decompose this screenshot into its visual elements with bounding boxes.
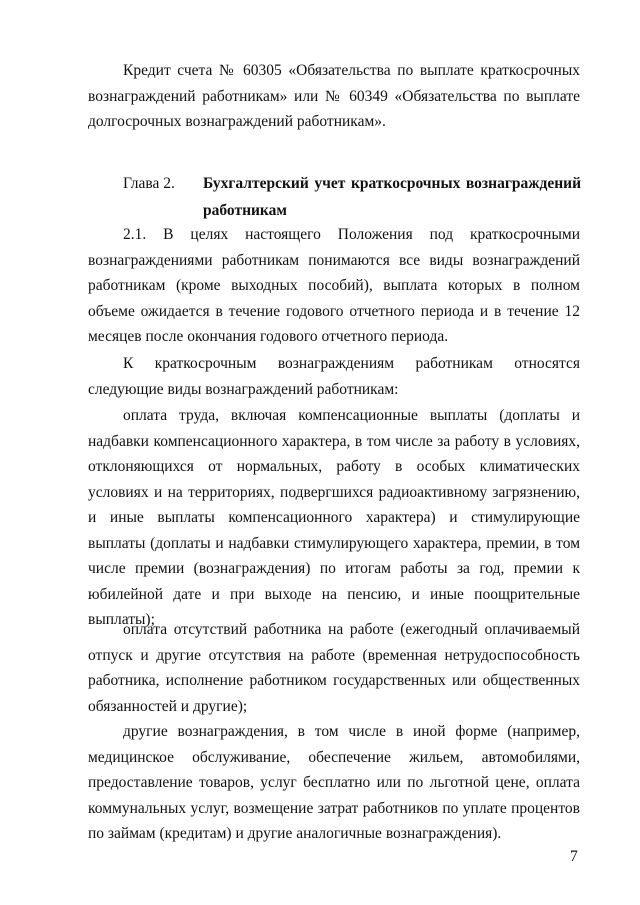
page-number: 7	[570, 848, 578, 865]
list-item-absence: оплата отсутствий работника на работе (ежегодный оплачиваемый отпуск и другие отсутствия на работе (временная нетрудоспособность работника, исполнение работником государственных или общественных обязанностей и другие);	[88, 621, 580, 715]
chapter-title-line2: работникам	[203, 202, 287, 219]
chapter-title-line1: Бухгалтерский учет краткосрочных вознаграждений	[203, 175, 581, 192]
list-item-other: другие вознаграждения, в том числе в иной форме (например, медицинское обслуживание, обеспечение жильем, автомобилями, предоставление товаров, услуг бесплатно или по льготной цене, оплата коммунальных услуг, возмещение затрат работников по уплате процентов по займам (кредитам) и другие аналогичные вознаграждения).	[88, 723, 580, 842]
paragraph-2-1: 2.1. В целях настоящего Положения под краткосрочными вознаграждениями работникам понимаются все виды вознаграждений работникам (кроме выходных пособий), выплата которых в полном объеме ожидается в течение годового отчетного периода и в течение 12 месяцев после окончания годового отчетного периода.	[88, 226, 580, 345]
chapter-number: Глава 2.	[123, 175, 175, 192]
list-item-pay: оплата труда, включая компенсационные выплаты (доплаты и надбавки компенсационного характера, в том числе за работу в условиях, отклоняющихся от нормальных, работу в особых климатических условиях и на территориях, подвергшихся радиоактивному загрязнению, и иные выплаты компенсационного характера) и стимулирующие выплаты (доплаты и надбавки стимулирующего характера, премии, в том числе премии (вознаграждения) по итогам работы за год, премии к юбилейной дате и при выходе на пенсию, и иные поощрительные выплаты);	[88, 407, 580, 628]
chapter-heading	[123, 170, 581, 224]
paragraph-intro-list: К краткосрочным вознаграждениям работникам относятся следующие виды вознаграждений работникам:	[88, 355, 580, 398]
paragraph-credit-account: Кредит счета № 60305 «Обязательства по выплате краткосрочных вознаграждений работникам» или № 60349 «Обязательства по выплате долгосрочных вознаграждений работникам».	[88, 62, 580, 130]
